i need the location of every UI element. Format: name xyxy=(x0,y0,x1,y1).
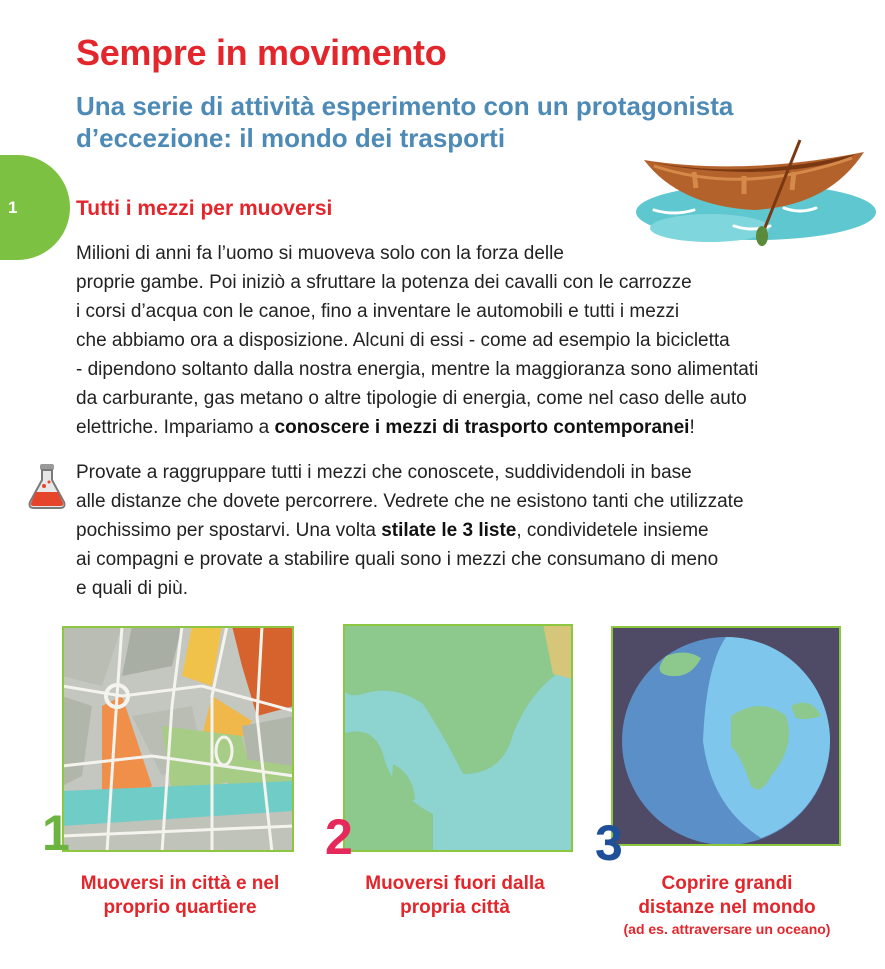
flask-icon xyxy=(26,462,68,510)
card-1-caption xyxy=(52,872,308,920)
activity-paragraph xyxy=(76,458,846,603)
globe-icon xyxy=(611,626,841,846)
card-3-caption-line: Coprire grandi xyxy=(661,873,793,894)
card-2-caption-line: Muoversi fuori dalla xyxy=(365,873,545,894)
card-3-number: 3 xyxy=(595,815,623,871)
card-city xyxy=(62,626,294,852)
card-world xyxy=(611,626,841,846)
intro-text-end: ! xyxy=(689,417,695,438)
intro-text: elettriche. Impariamo a xyxy=(76,417,275,438)
card-1-caption-line: proprio quartiere xyxy=(103,897,257,918)
activity-text: pochissimo per spostarvi. Una volta xyxy=(76,520,382,541)
intro-line: che abbiamo ora a disposizione. Alcuni di essi - come ad esempio la bicicletta xyxy=(76,330,730,351)
canoe-icon xyxy=(624,138,879,250)
activity-line: alle distanze che dovete percorrere. Vedrete che ne esistono tanti che utilizzate xyxy=(76,491,744,512)
card-1-caption-line: Muoversi in città e nel xyxy=(80,873,280,894)
city-map-icon xyxy=(62,626,294,852)
section-number: 1 xyxy=(8,198,18,217)
activity-line: e quali di più. xyxy=(76,578,188,599)
card-2-caption-line: propria città xyxy=(400,897,510,918)
intro-line: da carburante, gas metano o altre tipologie di energia, come nel caso delle auto xyxy=(76,388,747,409)
intro-highlight: conoscere i mezzi di trasporto contemporanei xyxy=(274,417,690,438)
section-title: Tutti i mezzi per muoversi xyxy=(76,197,333,220)
intro-paragraph xyxy=(76,239,846,442)
intro-line: Milioni di anni fa l’uomo si muoveva solo con la forza delle xyxy=(76,243,564,264)
intro-line: proprie gambe. Poi iniziò a sfruttare la potenza dei cavalli con le carrozze xyxy=(76,272,692,293)
activity-line xyxy=(76,516,846,545)
card-3-caption-note: (ad es. attraversare un oceano) xyxy=(623,921,831,937)
subtitle-line-2: d’eccezione: il mondo dei trasporti xyxy=(76,123,506,153)
activity-line: Provate a raggruppare tutti i mezzi che conoscete, suddividendoli in base xyxy=(76,462,692,483)
card-region xyxy=(343,624,573,852)
region-map-icon xyxy=(343,624,573,852)
activity-line: ai compagni e provate a stabilire quali sono i mezzi che consumano di meno xyxy=(76,549,719,570)
card-2-caption xyxy=(330,872,580,920)
card-2-number: 2 xyxy=(325,809,353,865)
intro-line: i corsi d’acqua con le canoe, fino a inventare le automobili e tutti i mezzi xyxy=(76,301,680,322)
page-title: Sempre in movimento xyxy=(76,32,447,73)
intro-line: - dipendono soltanto dalla nostra energia, mentre la maggioranza sono alimentati xyxy=(76,359,759,380)
card-3-caption-line: distanze nel mondo xyxy=(638,897,816,918)
card-3-caption xyxy=(600,872,854,938)
intro-line-last xyxy=(76,413,846,442)
subtitle-line-1: Una serie di attività esperimento con un protagonista xyxy=(76,91,734,121)
activity-text-end: , condividetele insieme xyxy=(516,520,709,541)
card-1-number: 1 xyxy=(42,805,70,861)
activity-highlight: stilate le 3 liste xyxy=(381,520,517,541)
